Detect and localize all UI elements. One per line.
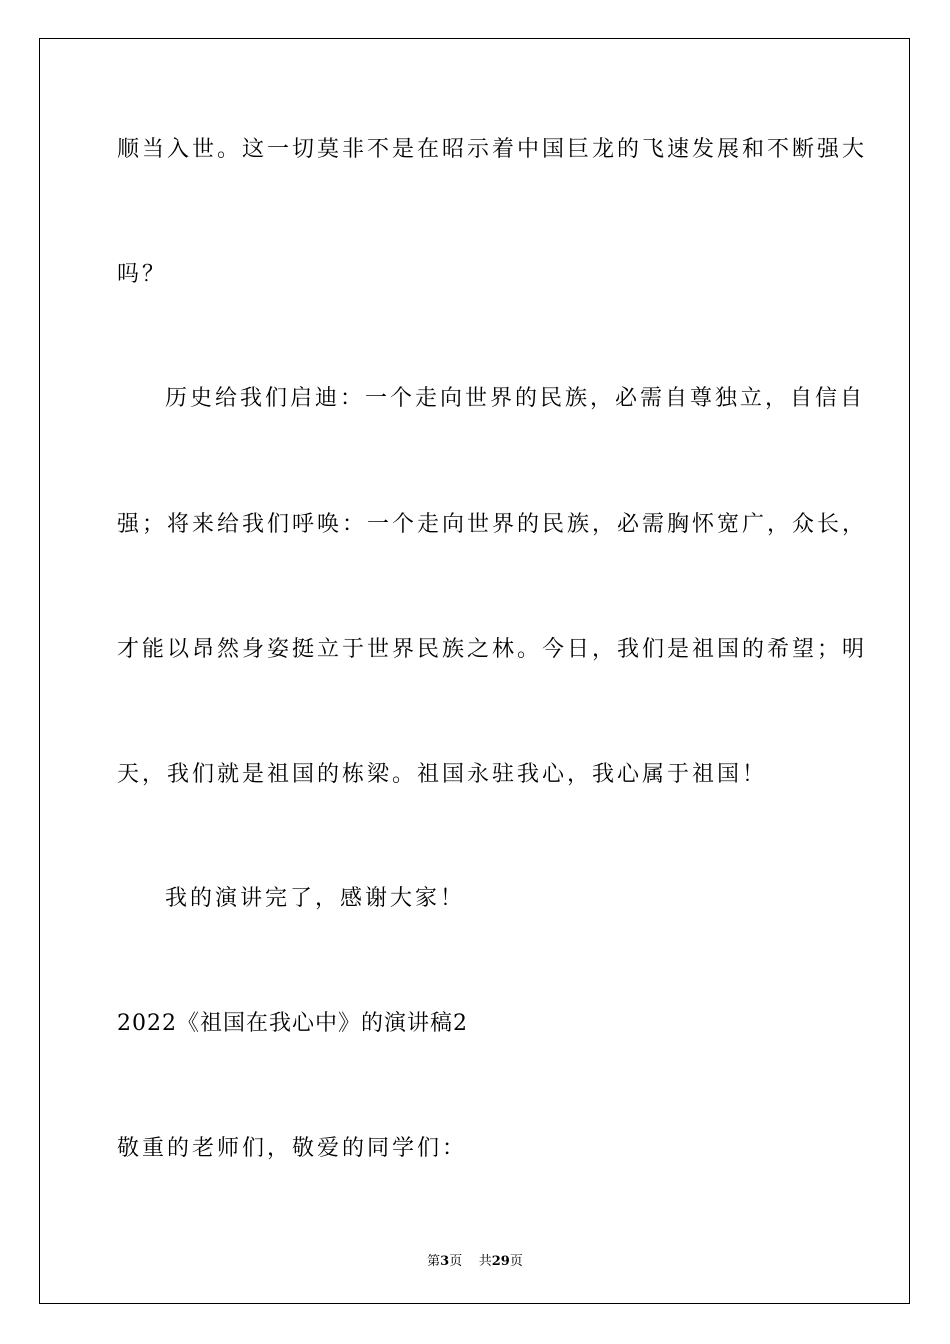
page-number: 3 xyxy=(440,1254,450,1269)
total-pages: 29 xyxy=(491,1254,510,1269)
page-unit: 页 xyxy=(449,1254,463,1269)
page-footer xyxy=(0,1250,950,1269)
paragraph-line: 天，我们就是祖国的栋梁。祖国永驻我心，我心属于祖国！ xyxy=(117,762,768,787)
greeting-line: 敬重的老师们，敬爱的同学们： xyxy=(117,1136,468,1161)
section-heading: 2022《祖国在我心中》的演讲稿2 xyxy=(117,1011,468,1036)
paragraph-line: 才能以昂然身姿挺立于世界民族之林。今日，我们是祖国的希望；明 xyxy=(117,637,868,662)
paragraph-line: 顺当入世。这一切莫非不是在昭示着中国巨龙的飞速发展和不断强大 xyxy=(117,137,868,162)
page-prefix: 第 xyxy=(427,1254,441,1269)
paragraph-line: 强；将来给我们呼唤：一个走向世界的民族，必需胸怀宽广，众长， xyxy=(117,512,868,537)
paragraph-line: 吗？ xyxy=(117,262,168,287)
paragraph-line: 历史给我们启迪：一个走向世界的民族，必需自尊独立，自信自 xyxy=(165,386,866,411)
total-unit: 页 xyxy=(509,1254,523,1269)
paragraph-line: 我的演讲完了，感谢大家！ xyxy=(165,886,466,911)
page-border xyxy=(39,38,910,1304)
total-prefix: 共 xyxy=(478,1254,492,1269)
